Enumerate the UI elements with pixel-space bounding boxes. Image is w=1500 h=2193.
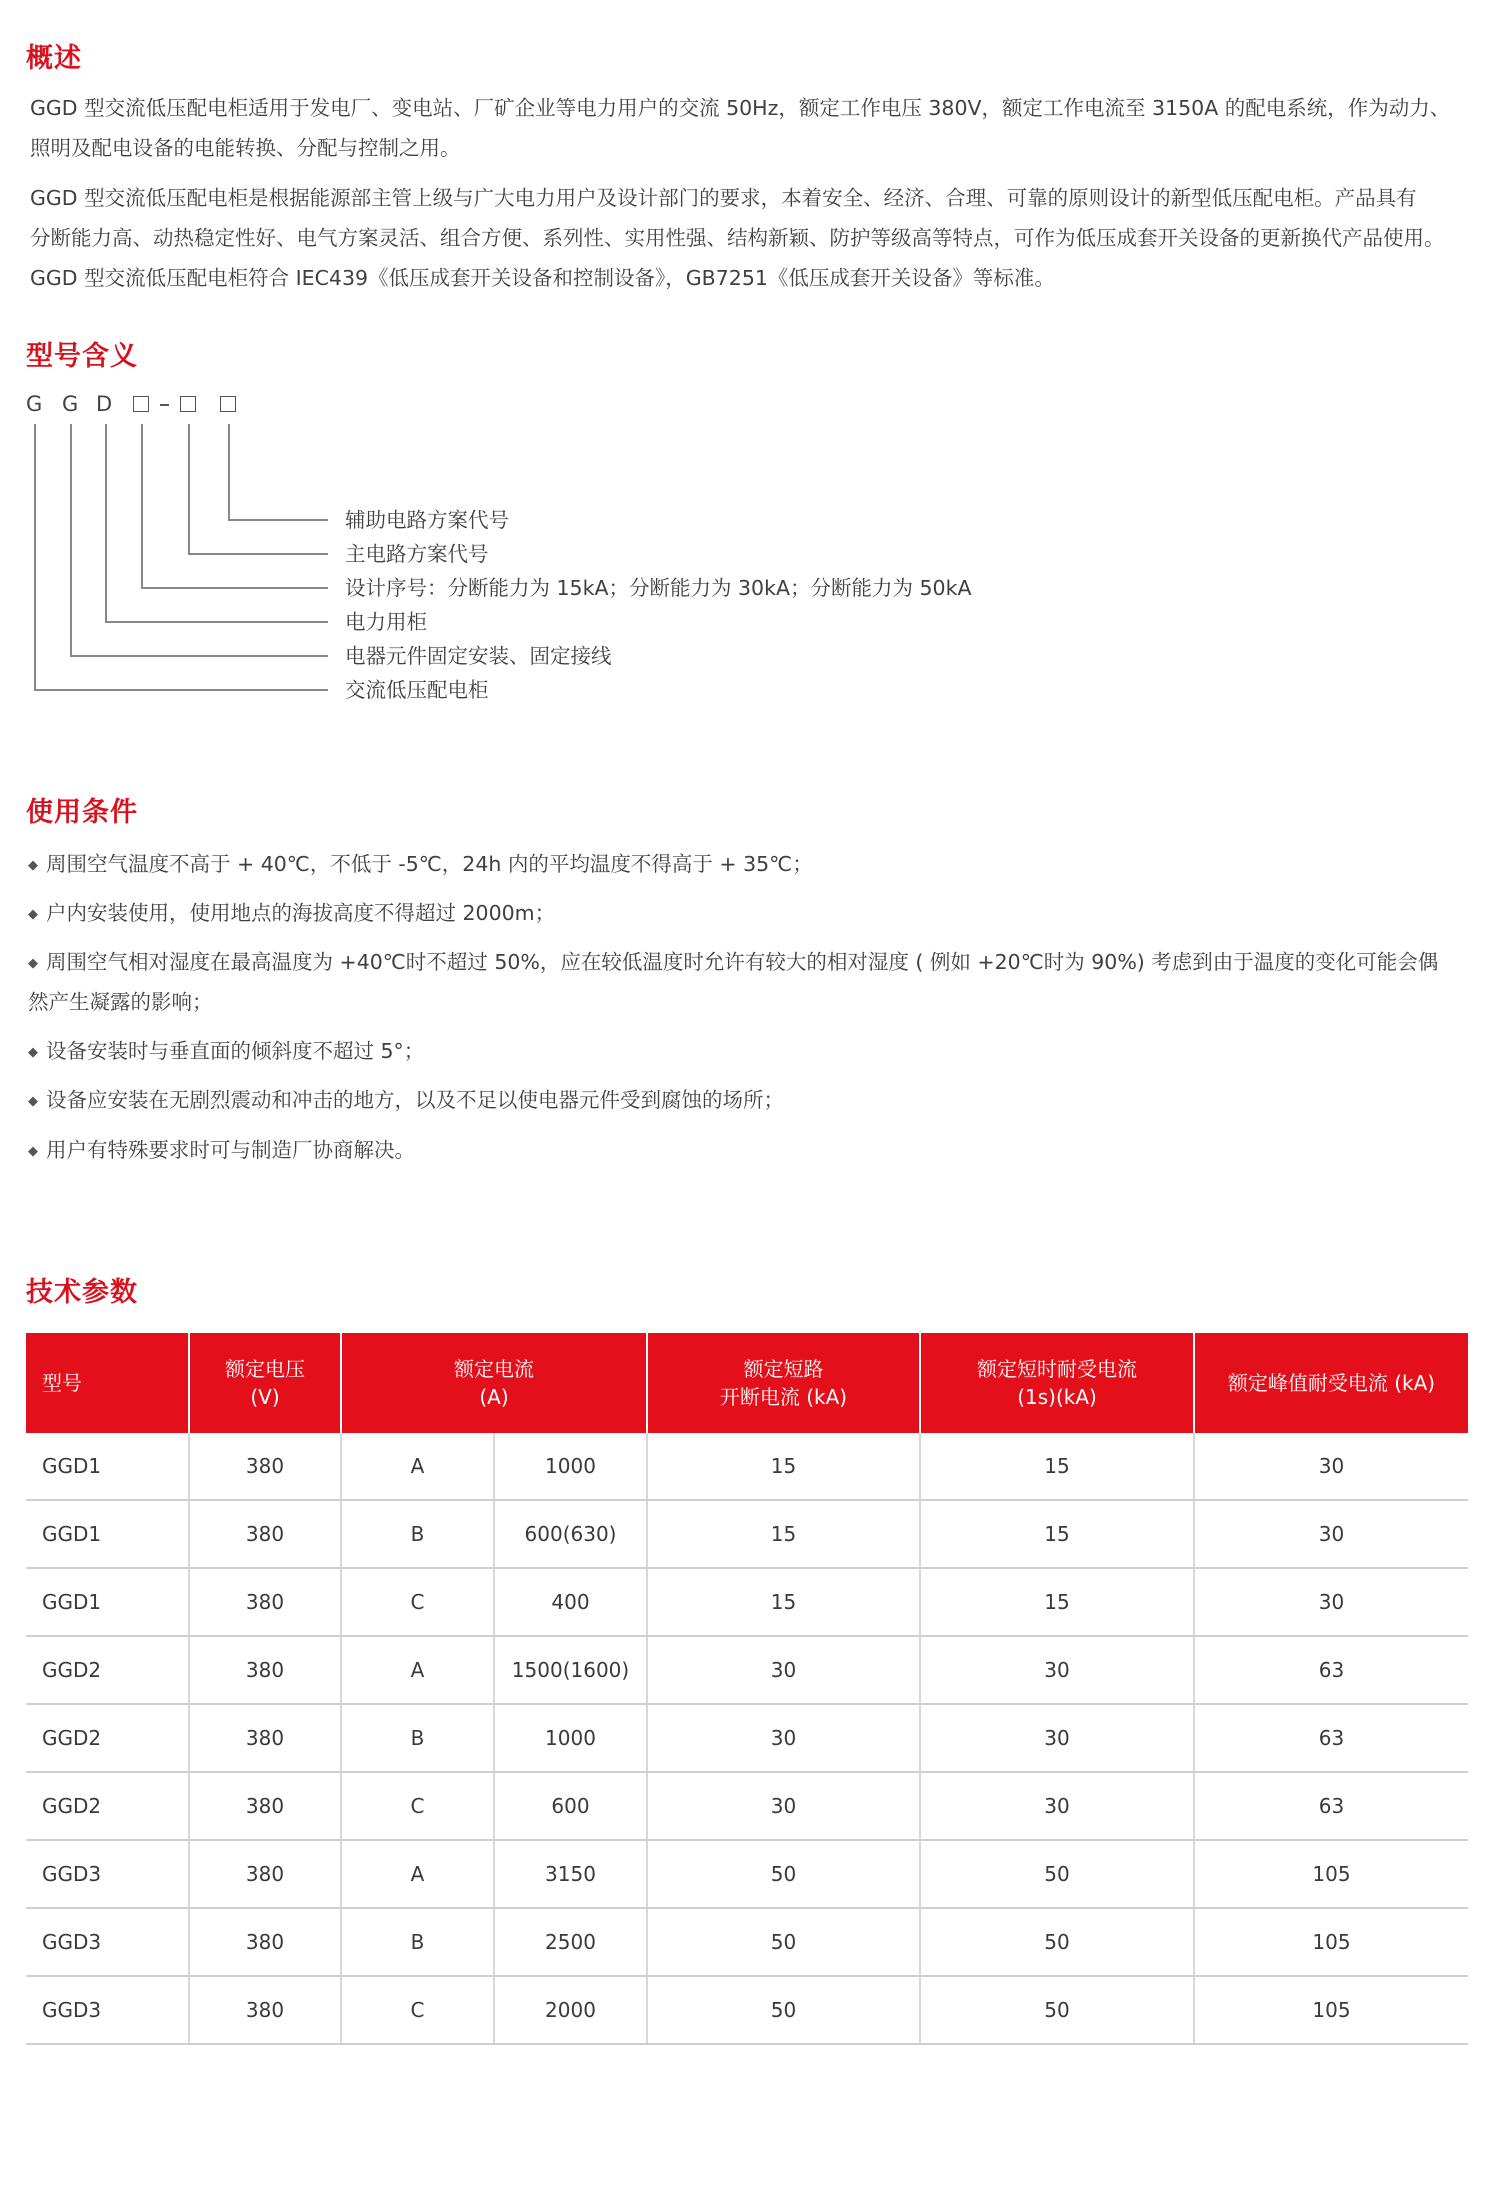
connector-fixed bbox=[70, 424, 72, 656]
overview-line-5: GGD 型交流低压配电柜符合 IEC439《低压成套开关设备和控制设备》，GB7251《低压成套开关设备》等标准。 bbox=[30, 266, 1055, 290]
cell-grade: C bbox=[341, 1772, 494, 1840]
cell-current: 400 bbox=[494, 1568, 647, 1636]
header-short-time: 额定短时耐受电流 (1s)(kA) bbox=[920, 1333, 1194, 1433]
condition-item-6 bbox=[28, 1130, 1478, 1174]
cell-breaking: 30 bbox=[647, 1636, 920, 1704]
cell-breaking: 30 bbox=[647, 1772, 920, 1840]
condition-text: 设备安装时与垂直面的倾斜度不超过 5°； bbox=[46, 1039, 425, 1063]
condition-item-3-cont: 然产生凝露的影响； bbox=[28, 990, 213, 1014]
cell-breaking: 50 bbox=[647, 1908, 920, 1976]
condition-text: 户内安装使用，使用地点的海拔高度不得超过 2000m； bbox=[46, 901, 556, 925]
cell-grade: B bbox=[341, 1500, 494, 1568]
cell-current: 3150 bbox=[494, 1840, 647, 1908]
cell-short: 15 bbox=[920, 1433, 1194, 1500]
bullet-icon: ◆ bbox=[28, 907, 38, 922]
connector-main-h bbox=[188, 553, 328, 555]
condition-item-2 bbox=[28, 893, 1478, 937]
header-current: 额定电流 (A) bbox=[341, 1333, 647, 1433]
table-row bbox=[26, 1976, 1468, 2044]
cell-short: 50 bbox=[920, 1908, 1194, 1976]
placeholder-box-3 bbox=[220, 396, 236, 412]
connector-power-h bbox=[105, 621, 328, 623]
cell-voltage: 380 bbox=[189, 1840, 341, 1908]
cell-grade: A bbox=[341, 1840, 494, 1908]
specs-title: 技术参数 bbox=[26, 1277, 138, 1308]
cell-model: GGD2 bbox=[26, 1772, 189, 1840]
specs-body bbox=[26, 1433, 1468, 2044]
code-dash bbox=[160, 404, 169, 406]
cell-peak: 105 bbox=[1194, 1976, 1468, 2044]
cell-model: GGD2 bbox=[26, 1704, 189, 1772]
model-label-design: 设计序号：分断能力为 15kA；分断能力为 30kA；分断能力为 50kA bbox=[345, 576, 972, 600]
model-code-letter-1: G bbox=[26, 392, 43, 416]
model-title: 型号含义 bbox=[26, 341, 138, 372]
cell-breaking: 15 bbox=[647, 1568, 920, 1636]
cell-model: GGD1 bbox=[26, 1433, 189, 1500]
cell-breaking: 15 bbox=[647, 1500, 920, 1568]
cell-peak: 63 bbox=[1194, 1636, 1468, 1704]
cell-current: 1000 bbox=[494, 1433, 647, 1500]
cell-model: GGD3 bbox=[26, 1908, 189, 1976]
header-breaking: 额定短路 开断电流 (kA) bbox=[647, 1333, 920, 1433]
bullet-icon: ◆ bbox=[28, 858, 38, 873]
cell-peak: 105 bbox=[1194, 1908, 1468, 1976]
model-label-power: 电力用柜 bbox=[345, 610, 427, 634]
condition-text: 周围空气相对湿度在最高温度为 +40℃时不超过 50%，应在较低温度时允许有较大的相对湿度 ( 例如 +20℃时为 90%) 考虑到由于温度的变化可能会偶 bbox=[46, 950, 1439, 974]
cell-breaking: 15 bbox=[647, 1433, 920, 1500]
cell-peak: 63 bbox=[1194, 1772, 1468, 1840]
overview-line-1: GGD 型交流低压配电柜适用于发电厂、变电站、厂矿企业等电力用户的交流 50Hz，额定工作电压 380V，额定工作电流至 3150A 的配电系统，作为动力、 bbox=[30, 96, 1451, 120]
cell-short: 15 bbox=[920, 1568, 1194, 1636]
cell-grade: B bbox=[341, 1908, 494, 1976]
condition-text: 周围空气温度不高于 + 40℃，不低于 -5℃，24h 内的平均温度不得高于 + 35℃； bbox=[46, 852, 813, 876]
model-label-fixed: 电器元件固定安装、固定接线 bbox=[345, 644, 612, 668]
bullet-icon: ◆ bbox=[28, 956, 38, 971]
condition-item-4 bbox=[28, 1031, 1478, 1075]
table-row bbox=[26, 1908, 1468, 1976]
cell-model: GGD2 bbox=[26, 1636, 189, 1704]
cell-voltage: 380 bbox=[189, 1500, 341, 1568]
cell-current: 2000 bbox=[494, 1976, 647, 2044]
table-row bbox=[26, 1500, 1468, 1568]
condition-item-5 bbox=[28, 1080, 1478, 1124]
table-row bbox=[26, 1568, 1468, 1636]
cell-voltage: 380 bbox=[189, 1568, 341, 1636]
cell-short: 30 bbox=[920, 1704, 1194, 1772]
cell-short: 30 bbox=[920, 1772, 1194, 1840]
overview-line-4: 分断能力高、动热稳定性好、电气方案灵活、组合方便、系列性、实用性强、结构新颖、防护等级高等特点，可作为低压成套开关设备的更新换代产品使用。 bbox=[30, 226, 1445, 250]
cell-short: 50 bbox=[920, 1840, 1194, 1908]
cell-current: 1000 bbox=[494, 1704, 647, 1772]
cell-grade: B bbox=[341, 1704, 494, 1772]
connector-aux-h bbox=[228, 519, 328, 521]
cell-peak: 63 bbox=[1194, 1704, 1468, 1772]
specs-header-row bbox=[26, 1333, 1468, 1433]
model-code-letter-2: G bbox=[62, 392, 79, 416]
specs-table bbox=[26, 1333, 1468, 2045]
cell-voltage: 380 bbox=[189, 1976, 341, 2044]
cell-breaking: 30 bbox=[647, 1704, 920, 1772]
table-row bbox=[26, 1704, 1468, 1772]
cell-breaking: 50 bbox=[647, 1840, 920, 1908]
table-row bbox=[26, 1636, 1468, 1704]
cell-voltage: 380 bbox=[189, 1433, 341, 1500]
cell-grade: A bbox=[341, 1636, 494, 1704]
header-model: 型号 bbox=[26, 1333, 189, 1433]
table-row bbox=[26, 1840, 1468, 1908]
cell-model: GGD3 bbox=[26, 1840, 189, 1908]
model-label-aux: 辅助电路方案代号 bbox=[345, 508, 509, 532]
connector-aux bbox=[228, 424, 230, 520]
header-voltage: 额定电压 (V) bbox=[189, 1333, 341, 1433]
connector-power bbox=[105, 424, 107, 622]
table-row bbox=[26, 1433, 1468, 1500]
cell-voltage: 380 bbox=[189, 1704, 341, 1772]
connector-fixed-h bbox=[70, 655, 328, 657]
cell-current: 600 bbox=[494, 1772, 647, 1840]
cell-current: 1500(1600) bbox=[494, 1636, 647, 1704]
cell-peak: 30 bbox=[1194, 1500, 1468, 1568]
bullet-icon: ◆ bbox=[28, 1094, 38, 1109]
header-peak: 额定峰值耐受电流 (kA) bbox=[1194, 1333, 1468, 1433]
cell-short: 15 bbox=[920, 1500, 1194, 1568]
overview-line-3: GGD 型交流低压配电柜是根据能源部主管上级与广大电力用户及设计部门的要求，本着安全、经济、合理、可靠的原则设计的新型低压配电柜。产品具有 bbox=[30, 186, 1417, 210]
cell-grade: A bbox=[341, 1433, 494, 1500]
connector-design bbox=[141, 424, 143, 588]
condition-text: 用户有特殊要求时可与制造厂协商解决。 bbox=[46, 1138, 415, 1162]
bullet-icon: ◆ bbox=[28, 1144, 38, 1159]
cell-current: 2500 bbox=[494, 1908, 647, 1976]
model-code bbox=[0, 392, 260, 428]
connector-ac-h bbox=[34, 689, 328, 691]
overview-title: 概述 bbox=[26, 43, 82, 74]
model-label-main: 主电路方案代号 bbox=[345, 542, 489, 566]
overview-line-2: 照明及配电设备的电能转换、分配与控制之用。 bbox=[30, 136, 461, 160]
condition-item-1 bbox=[28, 844, 1478, 888]
cell-peak: 30 bbox=[1194, 1433, 1468, 1500]
bullet-icon: ◆ bbox=[28, 1045, 38, 1060]
model-label-ac: 交流低压配电柜 bbox=[345, 678, 489, 702]
cell-grade: C bbox=[341, 1568, 494, 1636]
cell-short: 30 bbox=[920, 1636, 1194, 1704]
cell-current: 600(630) bbox=[494, 1500, 647, 1568]
cell-voltage: 380 bbox=[189, 1908, 341, 1976]
connector-ac bbox=[34, 424, 36, 690]
conditions-title: 使用条件 bbox=[26, 797, 138, 828]
cell-model: GGD1 bbox=[26, 1500, 189, 1568]
table-row bbox=[26, 1772, 1468, 1840]
connector-main bbox=[188, 424, 190, 554]
cell-peak: 105 bbox=[1194, 1840, 1468, 1908]
cell-voltage: 380 bbox=[189, 1636, 341, 1704]
cell-model: GGD1 bbox=[26, 1568, 189, 1636]
cell-model: GGD3 bbox=[26, 1976, 189, 2044]
connector-design-h bbox=[141, 587, 328, 589]
cell-short: 50 bbox=[920, 1976, 1194, 2044]
model-code-letter-3: D bbox=[96, 392, 113, 416]
condition-item-3 bbox=[28, 942, 1478, 986]
cell-voltage: 380 bbox=[189, 1772, 341, 1840]
placeholder-box-1 bbox=[133, 396, 149, 412]
cell-peak: 30 bbox=[1194, 1568, 1468, 1636]
placeholder-box-2 bbox=[180, 396, 196, 412]
cell-breaking: 50 bbox=[647, 1976, 920, 2044]
cell-grade: C bbox=[341, 1976, 494, 2044]
condition-text: 设备应安装在无剧烈震动和冲击的地方，以及不足以使电器元件受到腐蚀的场所； bbox=[46, 1088, 784, 1112]
